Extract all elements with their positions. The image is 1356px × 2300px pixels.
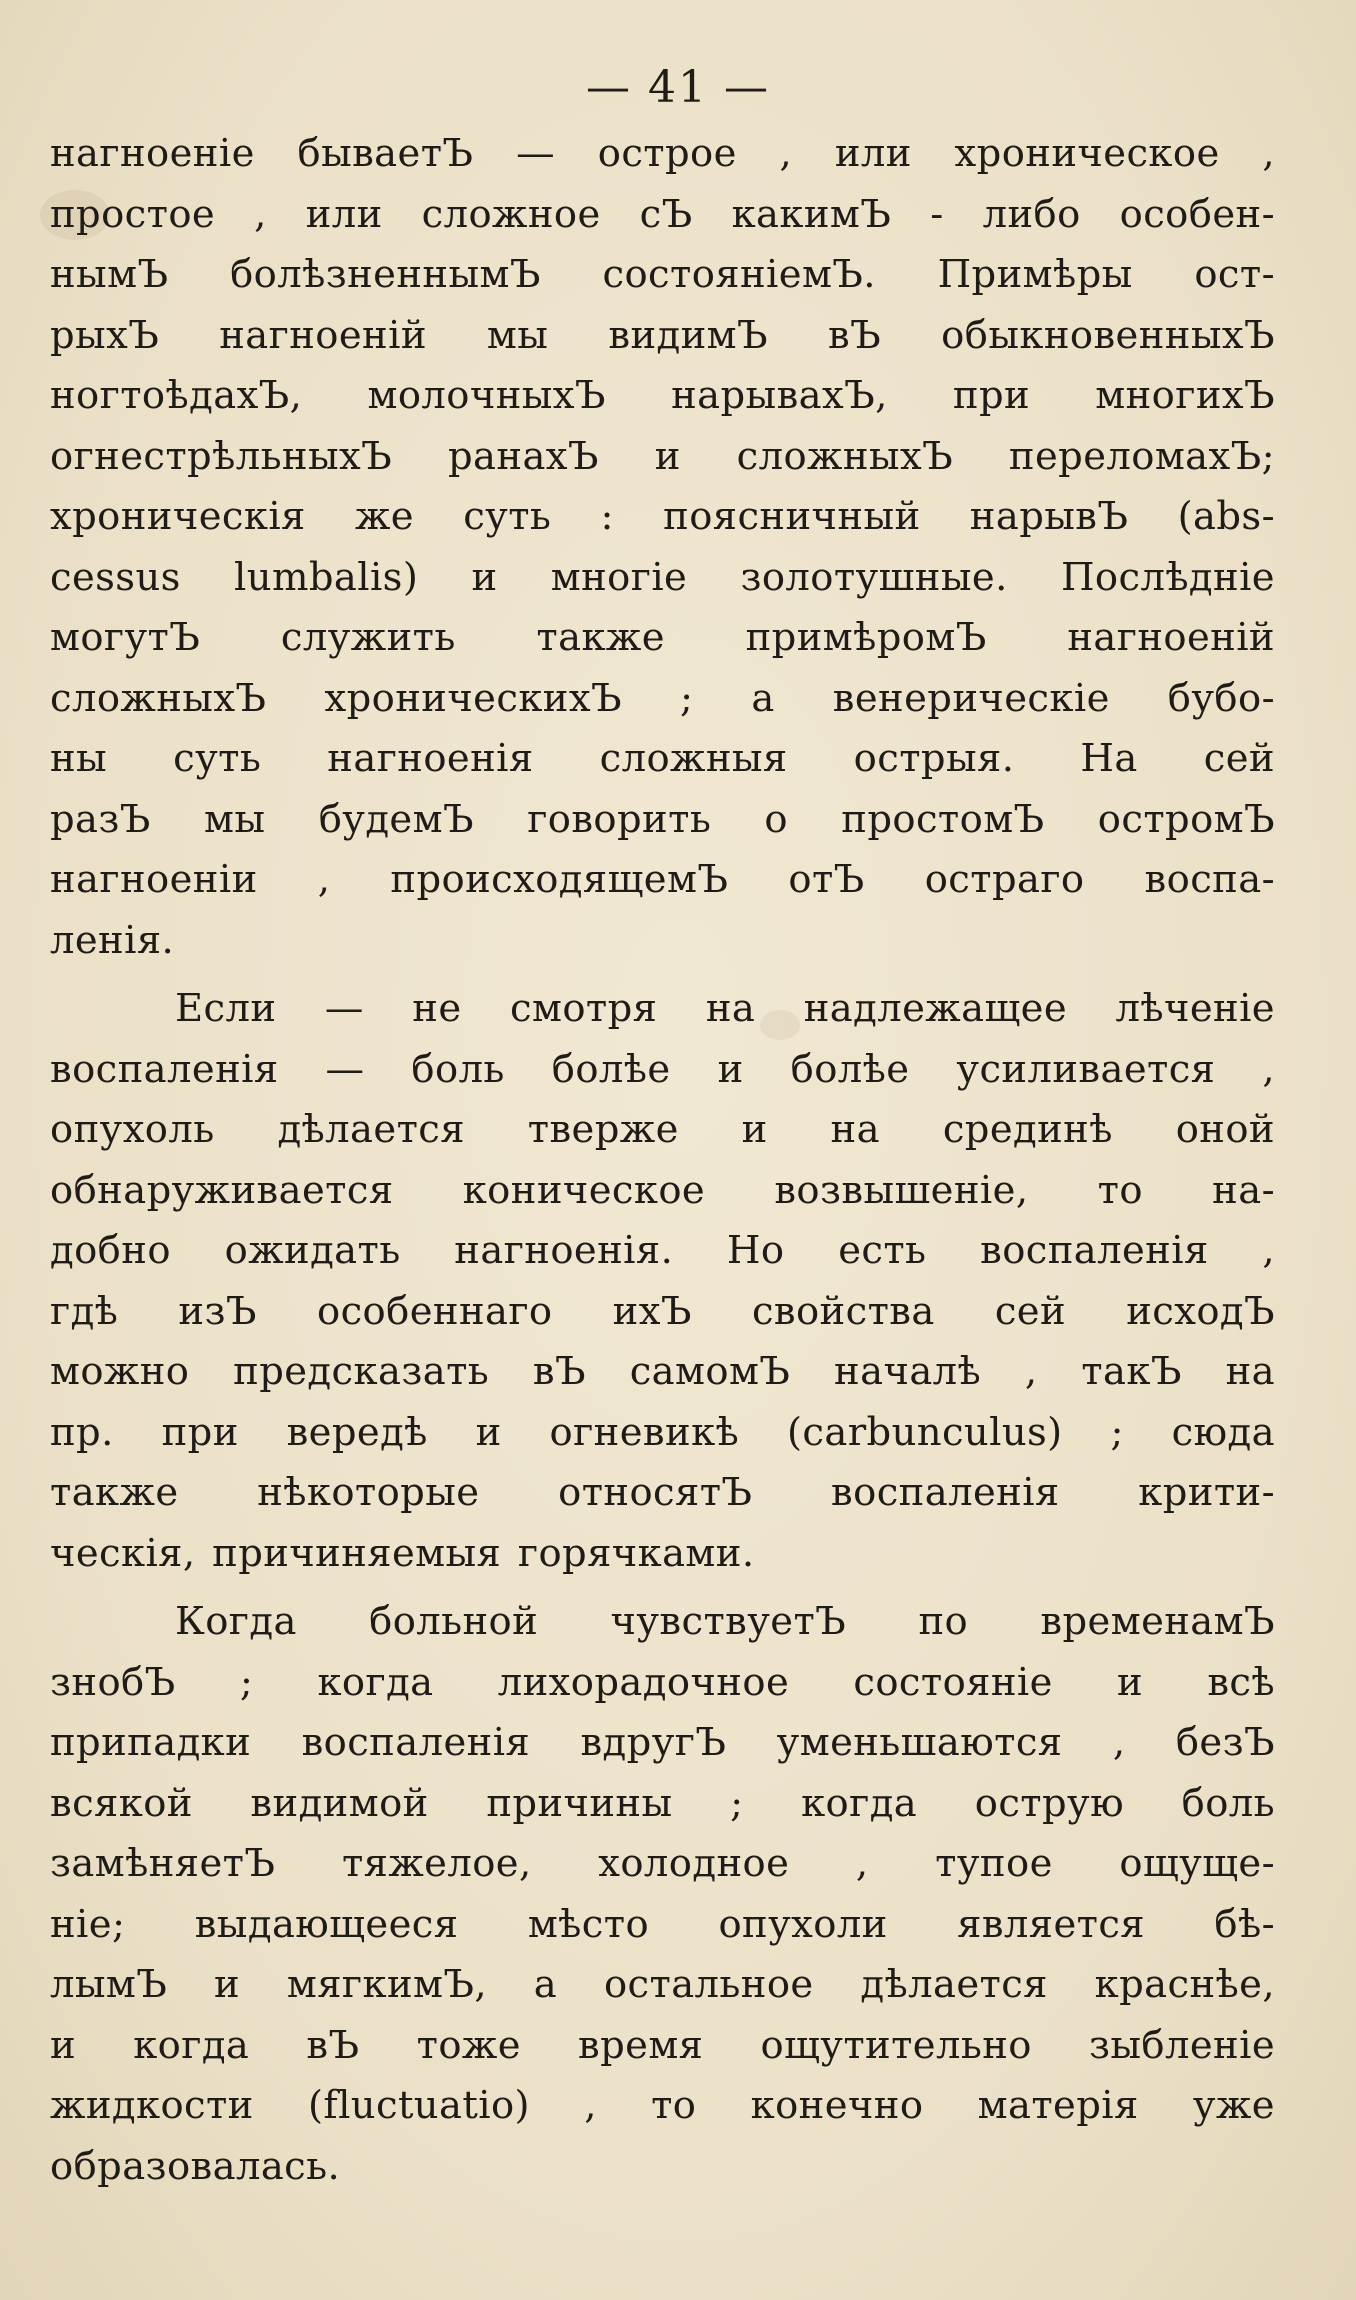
text-line: гдѣ изЪ особеннаго ихЪ свойства сей исходЪ — [50, 1288, 1275, 1334]
text-line: ленія. — [50, 917, 175, 963]
text-line: простое , или сложное сЪ какимЪ - либо особен- — [50, 191, 1275, 237]
text-line: огнестрѣльныхЪ ранахЪ и сложныхЪ переломахЪ; — [50, 433, 1275, 479]
text-line: могутЪ служить также примѣромЪ нагноеній — [50, 615, 1275, 660]
text-line: нагноеніи , происходящемЪ отЪ остраго воспа- — [50, 857, 1275, 902]
text-line: можно предсказать вЪ самомЪ началѣ , такЪ на — [50, 1349, 1275, 1394]
text-line: пр. при вередѣ и огневикѣ (carbunculus) ; сюда — [50, 1409, 1275, 1455]
text-line: ніе; выдающееся мѣсто опухоли является бѣ- — [50, 1901, 1275, 1947]
paragraph — [50, 979, 1275, 1584]
text-line: ны суть нагноенія сложныя острыя. На сей — [50, 736, 1275, 781]
text-line: ногтоѣдахЪ, молочныхЪ нарывахЪ, при многихЪ — [50, 373, 1275, 418]
text-line: нагноеніе бываетЪ — острое , или хроническое , — [50, 131, 1275, 176]
text-line: рыхЪ нагноеній мы видимЪ вЪ обыкновенныхЪ — [50, 312, 1275, 358]
paragraph — [50, 124, 1275, 971]
text-line: всякой видимой причины ; когда острую боль — [50, 1780, 1275, 1826]
text-line: нымЪ болѣзненнымЪ состояніемЪ. Примѣры ост- — [50, 252, 1275, 297]
text-line: Когда больной чувствуетЪ по временамЪ — [175, 1599, 1275, 1644]
text-line: разЪ мы будемЪ говорить о простомЪ остромЪ — [50, 796, 1275, 842]
text-line: лымЪ и мягкимЪ, а остальное дѣлается краснѣе, — [50, 1962, 1275, 2007]
text-line: замѣняетЪ тяжелое, холодное , тупое ощуще- — [50, 1841, 1275, 1886]
text-line: припадки воспаленія вдругЪ уменьшаются , безЪ — [50, 1720, 1275, 1765]
text-line: и когда вЪ тоже время ощутительно зыбленіе — [50, 2022, 1275, 2068]
text-line: образовалась. — [50, 2143, 341, 2189]
paragraph — [50, 1592, 1275, 2197]
page-number: — 41 — — [586, 62, 770, 113]
text-line: cessus lumbalis) и многіе золотушные. Послѣдніе — [50, 554, 1275, 600]
text-line: знобЪ ; когда лихорадочное состояніе и всѣ — [50, 1659, 1275, 1705]
text-line: ческія, причиняемыя горячками. — [50, 1530, 755, 1576]
text-line: обнаруживается коническое возвышеніе, то на- — [50, 1167, 1275, 1213]
text-line: воспаленія — боль болѣе и болѣе усиливается , — [50, 1046, 1275, 1092]
body-text — [50, 124, 1275, 2197]
text-line: также нѣкоторые относятЪ воспаленія крити- — [50, 1470, 1275, 1515]
text-line: добно ожидать нагноенія. Но есть воспаленія , — [50, 1228, 1275, 1273]
text-line: опухоль дѣлается тверже и на срединѣ оной — [50, 1107, 1275, 1152]
text-line: Если — не смотря на надлежащее лѣченіе — [175, 986, 1275, 1031]
text-line: хроническія же суть : поясничный нарывЪ (abs- — [50, 494, 1275, 539]
text-line: сложныхЪ хроническихЪ ; а венерическіе бубо- — [50, 675, 1275, 721]
text-line: жидкости (fluctuatio) , то конечно матерія уже — [50, 2083, 1275, 2128]
